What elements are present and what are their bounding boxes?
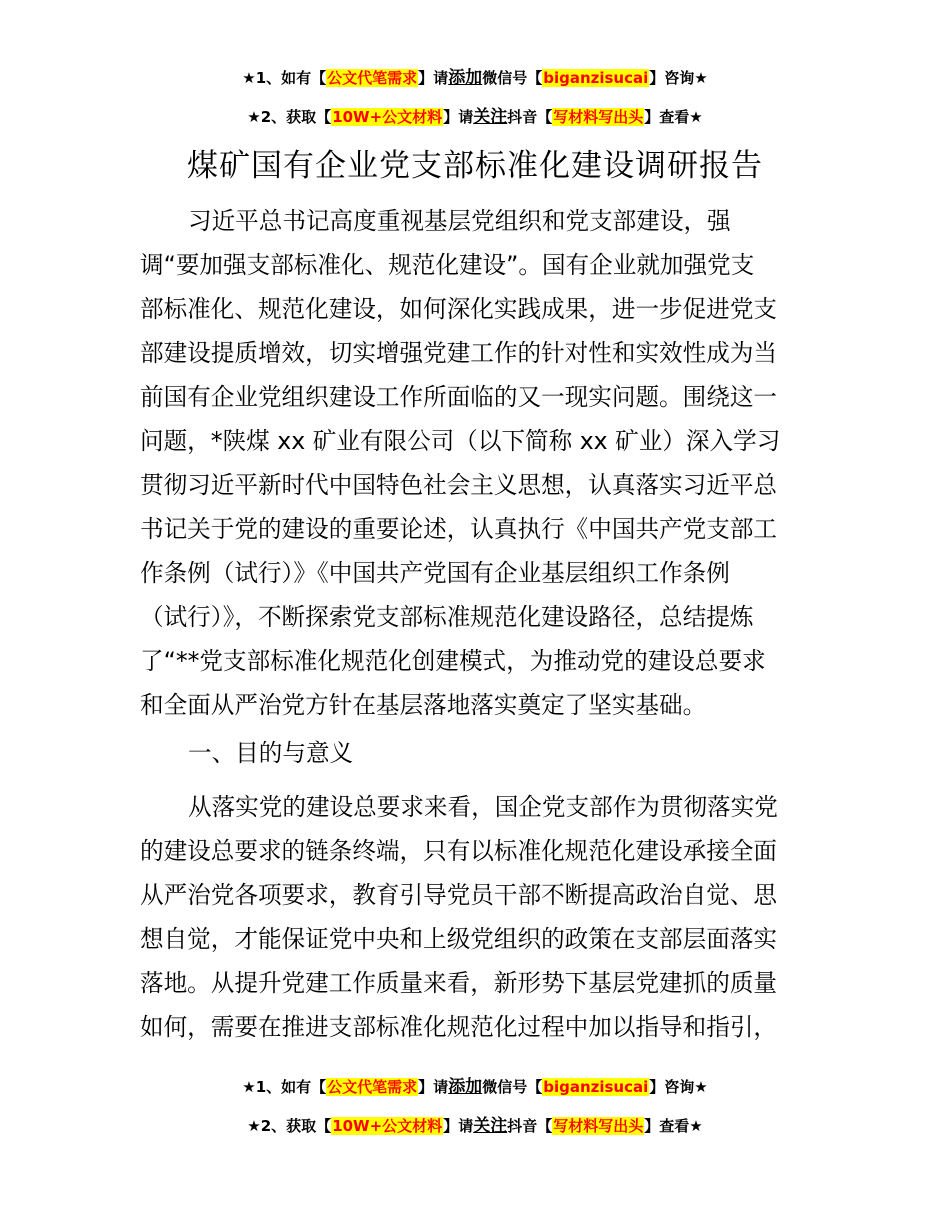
paragraph-line: 前国有企业党组织建设工作所面临的又一现实问题。围绕这一 — [140, 383, 778, 411]
paragraph-line: 从落实党的建设总要求来看，国企党支部作为贯彻落实党 — [188, 793, 778, 821]
ad-highlight-wechat-id: biganzisucai — [543, 1078, 649, 1096]
paragraph-line: 部标准化、规范化建设，如何深化实践成果，进一步促进党支 — [140, 295, 778, 323]
ad-underlined: 添加 — [448, 1077, 483, 1097]
ad-text: 抖音【 — [507, 1117, 553, 1135]
ad-text: 】请 — [418, 69, 449, 87]
ad-text: 微信号【 — [482, 69, 543, 87]
paragraph-line: （试行）》，不断探索党支部标准规范化建设路径，总结提炼 — [140, 603, 754, 631]
ad-top-line-1 — [0, 66, 950, 90]
paragraph-line: 调“要加强支部标准化、规范化建设”。国有企业就加强党支 — [140, 251, 755, 279]
paragraph-line: 习近平总书记高度重视基层党组织和党支部建设，强 — [188, 207, 731, 235]
ad-text: 】咨询★ — [649, 1078, 708, 1096]
ad-highlight: 10W+公文材料 — [332, 108, 443, 126]
section-heading-text: 一、目的与意义 — [188, 739, 354, 767]
paragraph-line: 书记关于党的建设的重要论述，认真执行《中国共产党支部工 — [140, 515, 778, 543]
ad-text: 】请 — [418, 1078, 449, 1096]
paragraph-line: 贯彻习近平新时代中国特色社会主义思想，认真落实习近平总 — [140, 471, 778, 499]
ad-bottom-line-1 — [0, 1075, 950, 1099]
ad-highlight-douyin-id: 写材料写出头 — [553, 1117, 644, 1135]
ad-underlined: 关注 — [473, 1116, 508, 1136]
paragraph-line: 和全面从严治党方针在基层落地落实奠定了坚实基础。 — [140, 691, 707, 719]
ad-text: 抖音【 — [507, 108, 553, 126]
ad-highlight: 公文代笔需求 — [327, 69, 418, 87]
ad-text: 】请 — [443, 1117, 474, 1135]
ad-text: 】查看★ — [644, 108, 703, 126]
paragraph-line: 部建设提质增效，切实增强党建工作的针对性和实效性成为当 — [140, 339, 778, 367]
ad-underlined: 关注 — [473, 107, 508, 127]
paragraph-purpose — [140, 785, 812, 1049]
ad-underlined: 添加 — [448, 68, 483, 88]
ad-highlight-douyin-id: 写材料写出头 — [553, 108, 644, 126]
ad-top-line-2 — [0, 105, 950, 129]
ad-text: ★1、如有【 — [242, 1078, 327, 1096]
ad-text: 微信号【 — [482, 1078, 543, 1096]
document-title: 煤矿国有企业党支部标准化建设调研报告 — [187, 148, 763, 184]
paragraph-line: 从严治党各项要求，教育引导党员干部不断提高政治自觉、思 — [140, 881, 778, 909]
ad-text: ★1、如有【 — [242, 69, 327, 87]
paragraph-line: 了“**党支部标准化规范化创建模式，为推动党的建设总要求 — [140, 647, 766, 675]
ad-text: 】咨询★ — [649, 69, 708, 87]
ad-text: ★2、获取【 — [247, 108, 332, 126]
paragraph-line: 的建设总要求的链条终端，只有以标准化规范化建设承接全面 — [140, 837, 778, 865]
section-heading — [140, 731, 812, 775]
ad-text: 】请 — [443, 108, 474, 126]
paragraph-line: 落地。从提升党建工作质量来看，新形势下基层党建抓的质量 — [140, 969, 778, 997]
ad-highlight-wechat-id: biganzisucai — [543, 69, 649, 87]
paragraph-line: 问题，*陕煤 xx 矿业有限公司（以下简称 xx 矿业）深入学习 — [140, 427, 781, 455]
ad-bottom-line-2 — [0, 1114, 950, 1138]
ad-text: 】查看★ — [644, 1117, 703, 1135]
ad-highlight: 公文代笔需求 — [327, 1078, 418, 1096]
ad-text: ★2、获取【 — [247, 1117, 332, 1135]
paragraph-intro — [140, 199, 812, 727]
paragraph-line: 作条例（试行）》《中国共产党国有企业基层组织工作条例 — [140, 559, 730, 587]
paragraph-line: 如何，需要在推进支部标准化规范化过程中加以指导和指引， — [140, 1013, 778, 1041]
ad-highlight: 10W+公文材料 — [332, 1117, 443, 1135]
paragraph-line: 想自觉，才能保证党中央和上级党组织的政策在支部层面落实 — [140, 925, 778, 953]
